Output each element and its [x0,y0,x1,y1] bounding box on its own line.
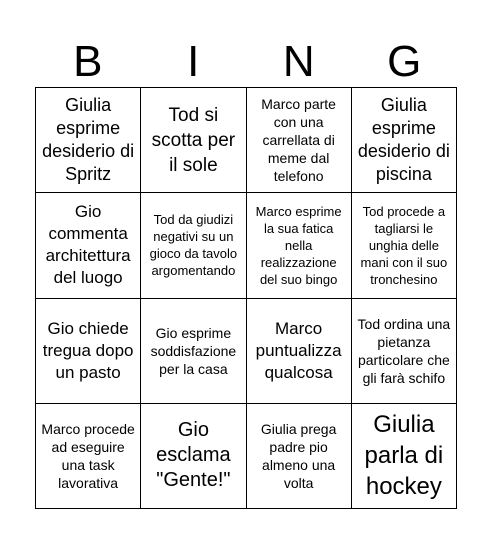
header-letter-n: N [282,37,315,86]
bingo-cell-text: Gio esclama "Gente!" [156,419,231,492]
header-letter-i: I [187,37,200,86]
bingo-cell-text: Tod procede a tagliarsi le unghia delle mani con il suo tronchesino [360,203,448,287]
bingo-cell-text: Marco procede ad eseguire una task lavorativa [41,420,135,491]
bingo-header [35,37,457,87]
bingo-cell[interactable] [247,193,352,298]
bingo-cell[interactable] [352,193,457,298]
bingo-cell[interactable] [36,299,141,404]
bingo-cell[interactable] [352,88,457,193]
bingo-cell[interactable] [247,404,352,509]
bingo-cell-text: Giulia prega padre pio almeno una volta [260,420,337,491]
bingo-cell-text: Marco parte con una carrellata di meme dal telefono [261,96,336,185]
bingo-cell[interactable] [141,404,246,509]
bingo-cell-text: Giulia parla di hockey [364,411,444,501]
bingo-cell[interactable] [141,88,246,193]
bingo-cell-text: Gio esprime soddisfazione per la casa [150,324,237,377]
bingo-cell-text: Marco puntualizza qualcosa [255,318,342,382]
bingo-cell[interactable] [36,193,141,298]
bingo-cell[interactable] [36,404,141,509]
bingo-cell-text: Marco esprime la sua fatica nella realizzazione del suo bingo [255,203,342,287]
bingo-cell[interactable] [352,404,457,509]
bingo-cell-text: Gio chiede tregua dopo un pasto [42,318,134,382]
header-letter-b: B [73,37,103,86]
bingo-cell-text: Giulia esprime desiderio di piscina [357,95,450,185]
bingo-cell[interactable] [247,88,352,193]
header-letter-g: G [387,37,422,86]
bingo-cell[interactable] [36,88,141,193]
bingo-cell[interactable] [141,193,246,298]
bingo-cell[interactable] [247,299,352,404]
bingo-cell-text: Gio commenta architettura del luogo [45,202,131,288]
bingo-cell-text: Tod ordina una pietanza particolare che gli farà schifo [357,315,451,386]
bingo-cell-text: Giulia esprime desiderio di Spritz [42,95,135,185]
bingo-card-grid [35,87,457,509]
bingo-cell[interactable] [141,299,246,404]
bingo-cell[interactable] [352,299,457,404]
bingo-cell-text: Tod da giudizi negativi su un gioco da tavolo argomentando [149,212,238,279]
bingo-cell-text: Tod si scotta per il sole [151,104,236,176]
